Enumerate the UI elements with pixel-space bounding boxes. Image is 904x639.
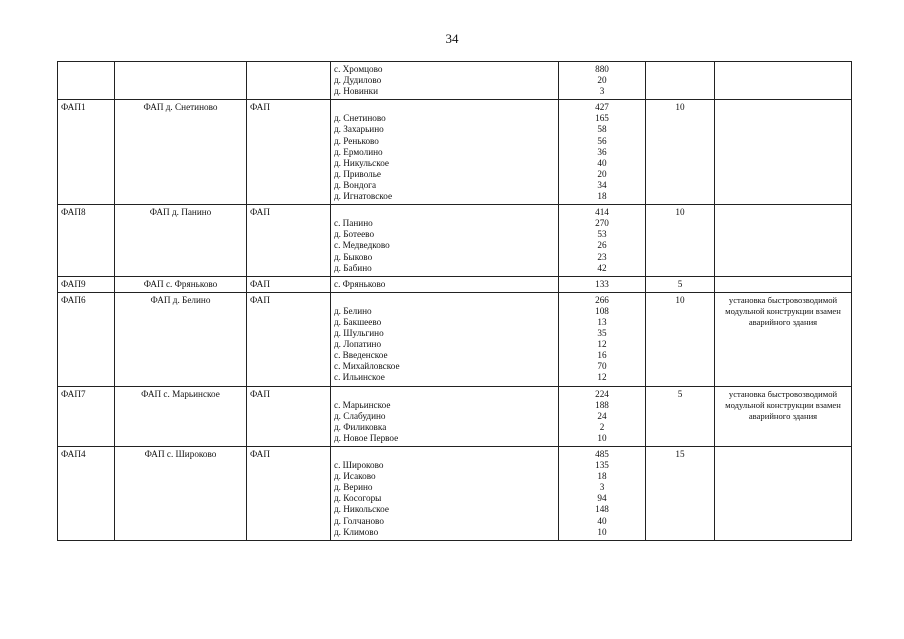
settlement-name: д. Приволье [334,168,382,179]
settlement-name: д. Игнатовское [334,191,393,202]
facility-type: ФАП [247,100,331,205]
settlement-population: 12 [597,339,607,350]
facility-name [115,62,247,100]
settlement-population: 10 [597,526,607,537]
facility-note: установка быстровозводимой модульной конструкции взамен аварийного здания [715,292,852,386]
population-total: 485 [595,449,609,459]
population-list [559,276,646,292]
settlement-name: д. Шульгино [334,328,384,339]
population-list [559,62,646,100]
settlement-name: д. Быково [334,251,373,262]
settlement-name: д. Верино [334,482,373,493]
settlements-spacer [334,102,555,113]
settlement-population: 20 [597,168,607,179]
settlements-list [331,447,559,541]
settlement-population: 26 [597,240,607,251]
facility-capacity: 10 [646,292,715,386]
facility-name: ФАП д. Снетиново [115,100,247,205]
settlement-population: 36 [597,146,607,157]
settlement-name: с. Ильинское [334,372,385,383]
settlement-name: д. Вондога [334,179,377,190]
settlement-population: 42 [597,262,607,273]
settlement-name: д. Лопатино [334,339,382,350]
settlement-name: с. Панино [334,218,373,229]
settlement-population: 3 [599,482,605,493]
settlements-spacer [334,207,555,218]
settlement-population: 12 [597,372,607,383]
settlement-population: 16 [597,350,607,361]
settlement-population: 133 [595,278,609,289]
facility-note: установка быстровозводимой модульной конструкции взамен аварийного здания [715,386,852,446]
population-list [559,386,646,446]
facility-name: ФАП с. Фряньково [115,276,247,292]
population-list [559,100,646,205]
settlements-list [331,292,559,386]
settlements-list [331,386,559,446]
facility-name: ФАП д. Белино [115,292,247,386]
settlements-list [331,205,559,277]
facility-capacity [646,62,715,100]
facility-type: ФАП [247,292,331,386]
settlement-population: 3 [599,86,605,97]
settlement-name: д. Белино [334,305,372,316]
settlement-population: 165 [595,113,609,124]
settlement-population: 24 [597,410,607,421]
settlement-population: 58 [597,124,607,135]
settlement-name: д. Бакшеево [334,316,382,327]
population-total: 266 [595,294,609,305]
settlement-name: с. Медведково [334,240,390,251]
settlement-name: д. Новое Первое [334,432,399,443]
settlement-population: 18 [597,471,607,482]
facility-capacity: 5 [646,386,715,446]
facility-note [715,62,852,100]
population-total: 224 [595,388,609,399]
facility-capacity: 5 [646,276,715,292]
settlement-population: 23 [597,251,607,262]
settlement-population: 94 [597,493,607,504]
settlement-name: д. Слабудино [334,410,386,421]
facility-note [715,276,852,292]
settlement-population: 40 [597,515,607,526]
settlement-name: с. Хромцово [334,64,383,74]
facility-type [247,62,331,100]
page-number: 34 [445,31,459,46]
settlement-population: 13 [597,316,607,327]
settlement-name: д. Косогоры [334,493,382,504]
settlement-population: 880 [595,64,609,74]
settlements-spacer [334,389,555,400]
settlement-name: с. Введенское [334,350,388,361]
facility-code [58,62,115,100]
settlement-population: 2 [599,421,605,432]
facility-name: ФАП д. Панино [115,205,247,277]
table-row [58,447,852,541]
settlement-name: д. Захарьино [334,124,384,135]
settlement-population: 56 [597,135,607,146]
population-list [559,447,646,541]
settlement-population: 188 [595,399,609,410]
settlement-name: д. Филиковка [334,421,387,432]
population-list [559,205,646,277]
facility-name: ФАП с. Марьинское [115,386,247,446]
settlement-name: с. Михайловское [334,361,400,372]
settlements-spacer [334,449,555,460]
facility-type: ФАП [247,386,331,446]
settlement-population: 270 [595,218,609,229]
facility-capacity: 15 [646,447,715,541]
table-row [58,292,852,386]
table-row [58,62,852,100]
facility-note [715,447,852,541]
settlement-name: д. Реньково [334,135,379,146]
facilities-table [57,61,852,541]
settlements-list [331,100,559,205]
settlement-population: 70 [597,361,607,372]
settlement-population: 148 [595,504,609,515]
facility-code: ФАП1 [58,100,115,205]
population-list [559,292,646,386]
settlement-name: с. Марьинское [334,399,391,410]
facility-capacity: 10 [646,205,715,277]
settlement-name: д. Никульское [334,157,389,168]
table-row [58,100,852,205]
settlement-name: д. Бабино [334,262,372,273]
settlement-population: 135 [595,460,609,471]
table-row [58,205,852,277]
settlements-list [331,276,559,292]
settlement-name: с. Широково [334,460,384,471]
facility-name: ФАП с. Широково [115,447,247,541]
facility-type: ФАП [247,447,331,541]
facility-note [715,205,852,277]
settlement-population: 40 [597,157,607,168]
table-row [58,276,852,292]
facility-type: ФАП [247,276,331,292]
settlement-name: д. Снетиново [334,113,386,124]
population-total: 414 [595,207,609,218]
settlement-population: 18 [597,191,607,202]
settlement-name: д. Голчаново [334,515,384,526]
settlement-name: д. Никольское [334,504,389,515]
facility-code: ФАП4 [58,447,115,541]
settlement-population: 34 [597,179,607,190]
settlement-name: д. Дудилово [334,75,382,86]
settlements-list [331,62,559,100]
settlement-population: 108 [595,305,609,316]
facility-type: ФАП [247,205,331,277]
facility-note [715,100,852,205]
settlement-population: 10 [597,432,607,443]
facility-code: ФАП6 [58,292,115,386]
facility-capacity: 10 [646,100,715,205]
settlement-population: 35 [597,328,607,339]
settlement-name: д. Климово [334,526,379,537]
facility-code: ФАП9 [58,276,115,292]
settlement-name: д. Ботеево [334,229,375,240]
settlements-spacer [334,295,555,306]
settlement-name: д. Новинки [334,86,379,97]
settlement-name: д. Исаково [334,471,376,482]
facility-code: ФАП8 [58,205,115,277]
settlement-name: с. Фряньково [334,278,386,289]
population-total: 427 [595,102,609,113]
settlement-name: д. Ермолино [334,146,383,157]
settlement-population: 20 [597,75,607,86]
facility-code: ФАП7 [58,386,115,446]
table-row [58,386,852,446]
settlement-population: 53 [597,229,607,240]
